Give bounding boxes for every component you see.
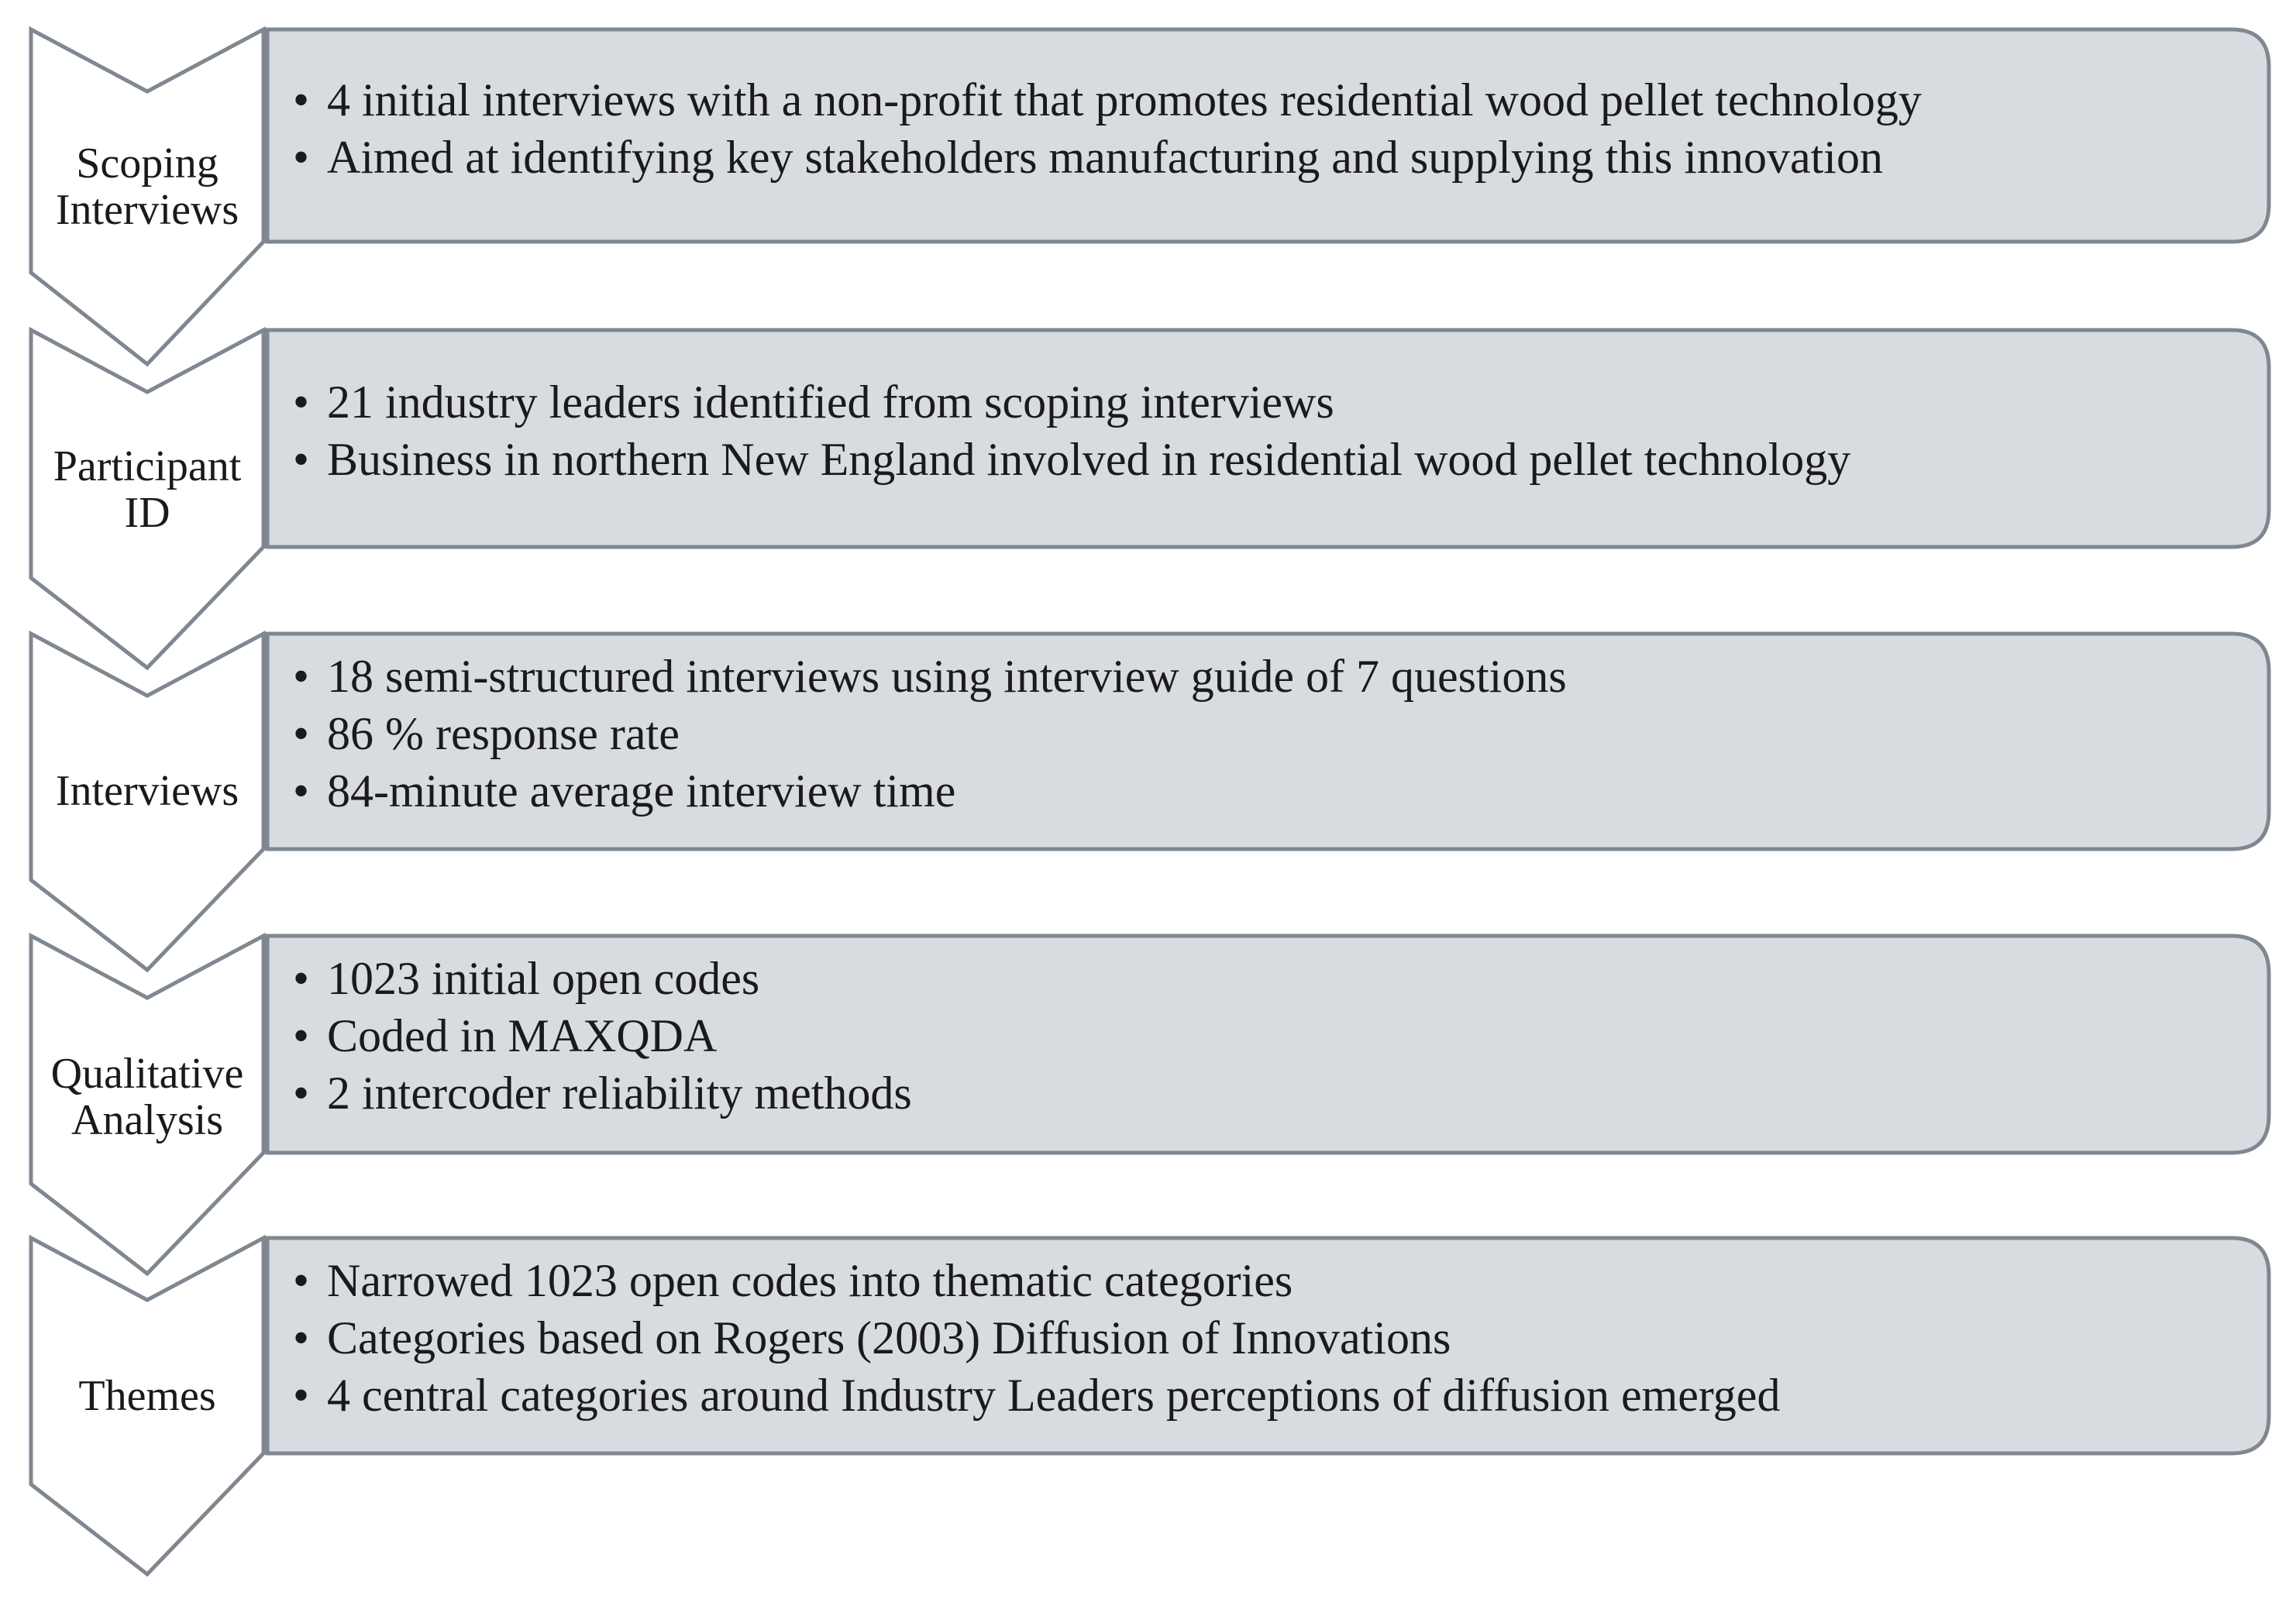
bullet-item: • Aimed at identifying key stakeholders manufacturing and supplying this innovation — [293, 129, 2246, 186]
bullet-item: • 21 industry leaders identified from scoping interviews — [293, 373, 2246, 431]
stage-label-line: Analysis — [71, 1096, 223, 1144]
bullets-participant-id — [293, 373, 2246, 488]
bullet-item: • 2 intercoder reliability methods — [293, 1064, 2246, 1122]
stage-label-participant-id — [31, 443, 263, 536]
bullet-item: • Narrowed 1023 open codes into thematic categories — [293, 1252, 2246, 1309]
stage-label-line: Interviews — [55, 767, 239, 815]
bullet-item: • 1023 initial open codes — [293, 950, 2246, 1007]
stage-label-interviews — [31, 768, 263, 814]
bullet-item: • Business in northern New England involved in residential wood pellet technology — [293, 431, 2246, 488]
bullets-qualitative-analysis — [293, 950, 2246, 1122]
bullets-themes — [293, 1252, 2246, 1424]
bullet-item: • 4 initial interviews with a non-profit that promotes residential wood pellet technology — [293, 71, 2246, 129]
stage-label-line: Themes — [78, 1372, 216, 1420]
stage-label-themes — [31, 1373, 263, 1419]
stage-label-line: ID — [124, 489, 170, 537]
stage-label-line: Interviews — [55, 186, 239, 234]
bullet-item: • 86 % response rate — [293, 705, 2246, 762]
bullets-interviews — [293, 648, 2246, 820]
stage-label-line: Participant — [53, 442, 242, 490]
bullet-item: • Coded in MAXQDA — [293, 1007, 2246, 1064]
bullet-item: • 18 semi-structured interviews using interview guide of 7 questions — [293, 648, 2246, 705]
stage-label-scoping-interviews — [31, 140, 263, 233]
bullets-scoping-interviews — [293, 71, 2246, 186]
stage-label-qualitative-analysis — [31, 1051, 263, 1143]
stage-label-line: Qualitative — [50, 1050, 244, 1098]
bullet-item: • 4 central categories around Industry Leaders perceptions of diffusion emerged — [293, 1367, 2246, 1424]
bullet-item: • Categories based on Rogers (2003) Diffusion of Innovations — [293, 1309, 2246, 1367]
bullet-item: • 84-minute average interview time — [293, 762, 2246, 820]
stage-label-line: Scoping — [76, 139, 219, 187]
